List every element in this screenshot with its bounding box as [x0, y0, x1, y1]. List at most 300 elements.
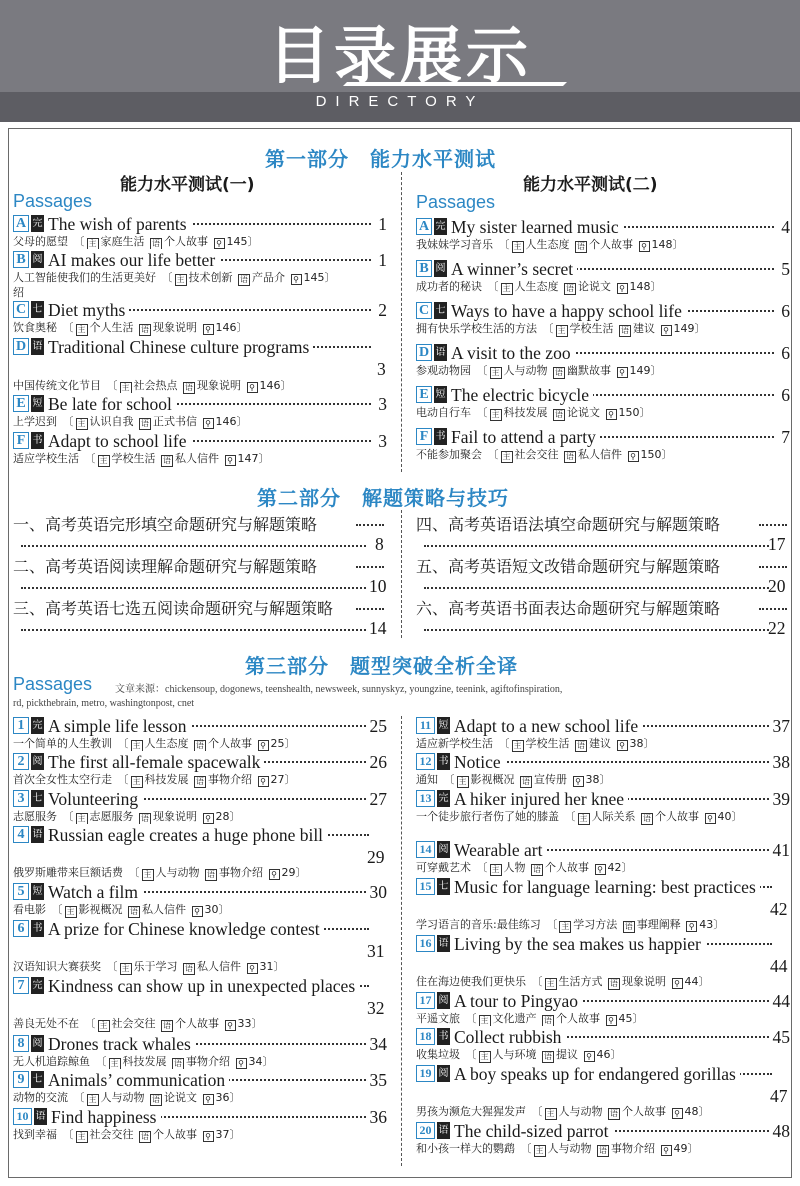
entry-title-line [416, 384, 790, 406]
list-item[interactable] [13, 249, 387, 299]
entry-theme: 人生态度 [144, 737, 189, 750]
entry-chinese-title: 我妹妹学习音乐 [416, 238, 493, 251]
entry-type-tag: 语 [437, 935, 450, 952]
entry-page-number: 1 [374, 249, 387, 271]
list-item[interactable] [416, 839, 790, 874]
entry-meta: 善良无处不在 〔 主 社会交往 语 个人故事 ⚲ 33〕 [13, 1017, 263, 1030]
entry-chinese-title: 动物的交流 [13, 1091, 68, 1104]
entry-title-line [13, 918, 387, 940]
entry-type-tag: 七 [31, 790, 44, 807]
entry-ref-page: 46 [596, 1048, 611, 1061]
entry-ref-page: 150 [618, 406, 640, 419]
entry-title-line [416, 258, 790, 280]
entry-type-tag: 阅 [437, 1065, 450, 1082]
entry-chinese-title: 成功者的秘诀 [416, 280, 482, 293]
genre-icon: 语 [577, 242, 585, 251]
entry-theme: 认识自我 [89, 415, 134, 428]
entry-theme: 人与动物 [558, 1105, 603, 1118]
strategy-title: 一、高考英语完形填空命题研究与解题策略 [13, 515, 318, 534]
entry-title: Volunteering [48, 788, 142, 810]
entry-page-number: 44 [769, 990, 791, 1012]
entry-page-number: 34 [366, 1033, 388, 1055]
list-item[interactable] [416, 258, 790, 293]
list-item[interactable] [13, 393, 387, 428]
entry-theme: 人与动物 [155, 866, 200, 879]
entry-title-line [416, 715, 790, 737]
list-item[interactable] [416, 788, 790, 823]
theme-icon: 主 [77, 814, 86, 823]
list-item[interactable] [416, 1026, 790, 1061]
dot-leader [424, 629, 769, 632]
entry-genre: 建议 [633, 322, 655, 335]
genre-icon: 语 [152, 239, 160, 248]
entry-title-line [416, 426, 790, 448]
entry-number-badge: 10 [13, 1108, 32, 1125]
page-subtitle: DIRECTORY [315, 93, 485, 110]
strategy-page-number: 22 [768, 618, 786, 638]
entry-number-badge: 18 [416, 1028, 435, 1045]
entry-type-tag: 短 [434, 386, 447, 403]
search-icon: ⚲ [192, 906, 203, 917]
entry-title-line [416, 1063, 790, 1085]
entry-number-badge: 1 [13, 717, 29, 734]
entry-theme: 生活方式 [558, 975, 603, 988]
entry-genre: 个人故事 [545, 861, 589, 874]
entry-theme: 社会交往 [111, 1017, 156, 1030]
entry-chinese-title: 和小孩一样大的鹦鹉 [416, 1142, 515, 1155]
genre-icon: 语 [196, 741, 204, 750]
entry-page-number: 29 [363, 846, 385, 868]
entry-theme: 科技发展 [503, 406, 548, 419]
dot-leader [759, 608, 787, 611]
entry-chinese-title: 俄罗斯雕带来巨额话费 [13, 866, 123, 879]
entry-title-line [13, 975, 387, 997]
genre-icon: 语 [185, 383, 193, 392]
page-header [0, 0, 800, 122]
theme-icon: 主 [513, 242, 522, 251]
entry-meta: 可穿戴艺术 〔 主 人物 语 个人故事 ⚲ 42〕 [416, 861, 633, 874]
list-item[interactable] [416, 426, 790, 461]
entry-title: Drones track whales [48, 1033, 195, 1055]
list-item[interactable] [13, 1106, 387, 1141]
entry-page-number: 36 [366, 1106, 388, 1128]
entry-theme: 科技发展 [144, 773, 189, 786]
entry-title-line [13, 715, 387, 737]
list-item[interactable] [416, 384, 790, 419]
entry-genre: 现象说明 [197, 379, 241, 392]
entry-ref-page: 28 [215, 810, 230, 823]
entry-number-badge: 11 [416, 717, 435, 734]
entry-theme: 人生态度 [514, 280, 559, 293]
entry-chinese-title: 看电影 [13, 903, 46, 916]
list-item[interactable] [416, 715, 790, 750]
entry-theme: 科技发展 [122, 1055, 167, 1068]
entry-title-line [13, 1033, 387, 1055]
entry-ref-page: 29 [281, 866, 296, 879]
entry-title-line [416, 839, 790, 861]
entry-type-tag: 短 [437, 717, 450, 734]
entry-ref-page: 40 [717, 810, 732, 823]
sources-line-2: rd, pickthebrain, metro, washingtonpost, cnet [13, 698, 195, 709]
genre-icon: 语 [207, 870, 215, 879]
search-icon: ⚲ [203, 813, 214, 824]
entry-title-line [416, 751, 790, 773]
sources-line-1: 文章来源：chickensoup, dogonews, teenshealth, newsweek, sunnyskyz, youngzine, teenink, agiftofinspiration, [115, 684, 563, 695]
genre-icon: 语 [174, 1059, 182, 1068]
entry-page-number: 32 [363, 997, 385, 1019]
entry-type-tag: 七 [31, 301, 44, 318]
list-item[interactable] [13, 824, 387, 879]
entry-number-badge: 14 [416, 841, 435, 858]
theme-icon: 主 [546, 979, 555, 988]
entry-page-number: 3 [374, 430, 387, 452]
entry-ref-page: 34 [248, 1055, 263, 1068]
entry-page-number: 48 [769, 1120, 791, 1142]
list-item[interactable] [416, 1063, 790, 1118]
entry-ref-page: 150 [640, 448, 662, 461]
entry-page-number: 35 [366, 1069, 388, 1091]
entry-theme: 人际关系 [591, 810, 636, 823]
entry-theme: 社会交往 [514, 448, 559, 461]
genre-icon: 语 [163, 456, 171, 465]
theme-icon: 主 [121, 383, 130, 392]
entry-title-line [416, 990, 790, 1012]
entry-page-number: 39 [769, 788, 791, 810]
entry-ref-page: 25 [270, 737, 285, 750]
list-item[interactable] [13, 751, 387, 786]
entry-page-number: 27 [366, 788, 388, 810]
strategy-title: 二、高考英语阅读理解命题研究与解题策略 [13, 557, 318, 576]
theme-icon: 主 [132, 777, 141, 786]
search-icon: ⚲ [628, 451, 639, 462]
genre-icon: 语 [621, 326, 629, 335]
entry-meta: 参观动物园 〔 主 人与动物 语 幽默故事 ⚲ 149〕 [416, 364, 662, 377]
theme-icon: 主 [502, 452, 511, 461]
theme-icon: 主 [99, 1021, 108, 1030]
genre-icon: 语 [610, 1109, 618, 1118]
theme-icon: 主 [77, 325, 86, 334]
search-icon: ⚲ [247, 382, 258, 393]
entry-genre: 个人故事 [208, 737, 252, 750]
entry-chinese-title: 人工智能使我们的生活更美好 [13, 271, 156, 284]
entry-letter-badge: B [416, 260, 432, 277]
entry-ref-page: 48 [684, 1105, 699, 1118]
list-item[interactable] [13, 1033, 387, 1068]
genre-icon: 语 [624, 922, 633, 931]
entry-type-tag: 阅 [437, 992, 450, 1009]
entry-meta: 我妹妹学习音乐 〔 主 人生态度 语 个人故事 ⚲ 148〕 [416, 238, 684, 251]
theme-icon: 主 [176, 275, 185, 284]
entry-meta: 一个徒步旅行者伤了她的膝盖 〔 主 人际关系 语 个人故事 ⚲ 40〕 [416, 810, 743, 823]
dot-leader [424, 545, 769, 548]
entry-genre: 私人信件 [142, 903, 186, 916]
dot-leader [759, 566, 787, 569]
theme-icon: 主 [557, 326, 566, 335]
entry-meta: 通知 〔 主 影视概况 语 宣传册 ⚲ 38〕 [416, 773, 611, 786]
entry-page-number: 1 [374, 213, 387, 235]
entry-type-tag: 书 [437, 1028, 450, 1045]
search-icon: ⚲ [686, 921, 697, 932]
entry-ref-page: 36 [215, 1091, 230, 1104]
entry-genre: 现象说明 [622, 975, 666, 988]
entry-title: Ways to have a happy school life [451, 300, 686, 322]
entry-genre: 正式书信 [153, 415, 197, 428]
entry-genre: 论说文 [578, 280, 611, 293]
list-item[interactable] [416, 876, 790, 931]
entry-number-badge: 12 [416, 753, 435, 770]
entry-ref-page: 149 [673, 322, 695, 335]
entry-chinese-title: 父母的愿望 [13, 235, 68, 248]
entry-number-badge: 15 [416, 878, 435, 895]
genre-icon: 语 [141, 419, 149, 428]
column-divider [401, 172, 402, 472]
list-item[interactable] [416, 300, 790, 335]
list-item[interactable] [13, 430, 387, 465]
theme-icon: 主 [132, 741, 141, 750]
entry-meta: 住在海边使我们更快乐 〔 主 生活方式 语 现象说明 ⚲ 44〕 [416, 975, 710, 988]
list-item[interactable] [13, 299, 387, 334]
entry-page-number: 5 [777, 258, 790, 280]
entry-ref-page: 42 [607, 861, 622, 874]
entry-chinese-title: 适应学校生活 [13, 452, 79, 465]
entry-number-badge: 17 [416, 992, 435, 1009]
theme-icon: 主 [110, 1059, 119, 1068]
entry-title: A tour to Pingyao [454, 990, 582, 1012]
entry-theme: 人与环境 [492, 1048, 537, 1061]
list-item[interactable] [13, 881, 387, 916]
entry-type-tag: 语 [31, 338, 44, 355]
entry-ref-page: 44 [684, 975, 699, 988]
list-item[interactable] [13, 336, 387, 392]
part1-title: 第一部分 能力水平测试 [265, 147, 496, 171]
entry-meta: 汉语知识大赛获奖 〔 主 乐于学习 语 私人信件 ⚲ 31〕 [13, 960, 285, 973]
entry-page-number: 30 [366, 881, 388, 903]
entry-page-number: 2 [374, 299, 387, 321]
search-icon: ⚲ [203, 418, 214, 429]
entry-meta: 找到幸福 〔 主 社会交往 语 个人故事 ⚲ 37〕 [13, 1128, 241, 1141]
search-icon: ⚲ [203, 1094, 214, 1105]
search-icon: ⚲ [617, 283, 628, 294]
entry-chinese-title: 住在海边使我们更快乐 [416, 975, 526, 988]
entry-page-number: 6 [777, 384, 790, 406]
entry-genre-continued: 绍 [13, 286, 24, 299]
entry-genre: 宣传册 [534, 773, 567, 786]
list-item[interactable] [13, 213, 387, 248]
column-divider [401, 716, 402, 1166]
entry-chinese-title: 适应新学校生活 [416, 737, 493, 750]
genre-icon: 语 [163, 1021, 171, 1030]
entry-type-tag: 完 [31, 215, 44, 232]
entry-title: A simple life lesson [48, 715, 191, 737]
entry-page-number: 6 [777, 300, 790, 322]
list-item[interactable] [416, 933, 790, 988]
entry-page-number: 3 [374, 393, 387, 415]
entry-number-badge: 7 [13, 977, 29, 994]
entry-theme: 影视概况 [470, 773, 515, 786]
entry-letter-badge: C [13, 301, 29, 318]
entry-ref-page: 145 [303, 271, 325, 284]
entry-page-number: 47 [766, 1085, 788, 1107]
entry-type-tag: 短 [31, 395, 44, 412]
strategy-title: 五、高考英语短文改错命题研究与解题策略 [416, 557, 721, 576]
list-item[interactable] [416, 342, 790, 377]
entry-meta: 适应新学校生活 〔 主 学校生活 语 建议 ⚲ 38〕 [416, 737, 655, 750]
list-item[interactable] [13, 918, 387, 973]
list-item[interactable] [13, 715, 387, 750]
entry-type-tag: 书 [31, 432, 44, 449]
dot-leader [356, 566, 384, 569]
list-item[interactable] [13, 788, 387, 823]
entry-meta: 学习语言的音乐:最佳练习 〔 主 学习方法 语 事理阐释 ⚲ 43〕 [416, 918, 725, 931]
genre-icon: 语 [643, 814, 651, 823]
entry-theme: 家庭生活 [100, 235, 145, 248]
strategy-page-number: 20 [768, 576, 786, 596]
entry-title: Russian eagle creates a huge phone bill [48, 824, 327, 846]
genre-icon: 语 [555, 410, 563, 419]
entry-type-tag: 七 [434, 302, 447, 319]
list-item[interactable] [416, 990, 790, 1025]
search-icon: ⚲ [258, 776, 269, 787]
search-icon: ⚲ [258, 740, 269, 751]
entry-chinese-title: 中国传统文化节目 [13, 379, 101, 392]
entry-theme: 学校生活 [111, 452, 156, 465]
theme-icon: 主 [579, 814, 588, 823]
entry-page-number: 42 [766, 898, 788, 920]
entry-title: A visit to the zoo [451, 342, 575, 364]
search-icon: ⚲ [269, 869, 280, 880]
entry-number-badge: 9 [13, 1071, 29, 1088]
genre-icon: 语 [130, 907, 138, 916]
entry-letter-badge: A [416, 218, 432, 235]
entry-chinese-title: 上学迟到 [13, 415, 57, 428]
theme-icon: 主 [121, 964, 130, 973]
entry-letter-badge: D [416, 344, 432, 361]
entry-title-line [13, 824, 387, 846]
part1-right-subtitle: 能力水平测试(二) [523, 175, 658, 195]
search-icon: ⚲ [291, 274, 302, 285]
entry-title-line [13, 430, 387, 452]
entry-chinese-title: 收集垃圾 [416, 1048, 460, 1061]
entry-page-number: 38 [769, 751, 791, 773]
search-icon: ⚲ [203, 324, 214, 335]
entry-letter-badge: E [13, 395, 29, 412]
theme-icon: 主 [88, 239, 97, 248]
entry-title-line [13, 881, 387, 903]
dot-leader [424, 587, 769, 590]
entry-chinese-title: 志愿服务 [13, 810, 57, 823]
entry-number-badge: 4 [13, 826, 29, 843]
part2-title: 第二部分 解题策略与技巧 [257, 486, 509, 510]
genre-icon: 语 [141, 814, 149, 823]
entry-title: Notice [454, 751, 505, 773]
entry-title: Kindness can show up in unexpected places [48, 975, 359, 997]
entry-meta: 志愿服务 〔 主 志愿服务 语 现象说明 ⚲ 28〕 [13, 810, 241, 823]
entry-chinese-title: 男孩为濒危大猩猩发声 [416, 1105, 526, 1118]
genre-icon: 语 [577, 741, 585, 750]
entry-title: My sister learned music [451, 216, 623, 238]
part1-left-passages-label: Passages [13, 191, 93, 211]
entry-page-number: 41 [769, 839, 791, 861]
search-icon: ⚲ [705, 813, 716, 824]
strategy-page-number: 17 [768, 534, 786, 554]
theme-icon: 主 [77, 419, 86, 428]
entry-type-tag: 完 [31, 717, 44, 734]
theme-icon: 主 [480, 1016, 489, 1025]
entry-title-line [13, 393, 387, 415]
theme-icon: 主 [458, 777, 467, 786]
entry-theme: 学习方法 [573, 918, 618, 931]
page-title: 目录展示 [267, 19, 532, 92]
dot-leader [759, 524, 787, 527]
entry-theme: 人生态度 [525, 238, 570, 251]
entry-type-tag: 阅 [31, 251, 44, 268]
list-item[interactable] [416, 751, 790, 786]
entry-genre: 现象说明 [153, 810, 197, 823]
entry-chinese-title: 汉语知识大赛获奖 [13, 960, 101, 973]
entry-meta: 首次全女性太空行走 〔 主 科技发展 语 事物介绍 ⚲ 27〕 [13, 773, 296, 786]
entry-meta: 上学迟到 〔 主 认识自我 语 正式书信 ⚲ 146〕 [13, 415, 248, 428]
dot-leader [356, 524, 384, 527]
entry-page-number: 31 [363, 940, 385, 962]
entry-genre: 个人故事 [655, 810, 699, 823]
entry-theme: 学校生活 [525, 737, 570, 750]
genre-icon: 语 [196, 777, 204, 786]
entry-number-badge: 13 [416, 790, 435, 807]
entry-meta: 男孩为濒危大猩猩发声 〔 主 人与动物 语 个人故事 ⚲ 48〕 [416, 1105, 710, 1118]
entry-number-badge: 19 [416, 1065, 435, 1082]
entry-genre: 事物介绍 [611, 1142, 655, 1155]
entry-genre: 论说文 [164, 1091, 197, 1104]
entry-chinese-title: 参观动物园 [416, 364, 471, 377]
entry-ref-page: 31 [259, 960, 274, 973]
search-icon: ⚲ [203, 1131, 214, 1142]
list-item[interactable] [13, 975, 387, 1030]
genre-icon: 语 [141, 325, 149, 334]
entry-chinese-title: 拥有快乐学校生活的方法 [416, 322, 537, 335]
entry-title-line [13, 249, 387, 271]
entry-title: Watch a film [48, 881, 142, 903]
entry-title: The child-sized parrot [454, 1120, 613, 1142]
entry-title-line [13, 1069, 387, 1091]
entry-meta: 父母的愿望 〔 主 家庭生活 语 个人故事 ⚲ 145〕 [13, 235, 259, 248]
strategy-page-number: 10 [369, 576, 387, 596]
entry-chinese-title: 不能参加聚会 [416, 448, 482, 461]
list-item[interactable] [13, 1069, 387, 1104]
theme-icon: 主 [99, 456, 108, 465]
entry-title: Adapt to a new school life [454, 715, 642, 737]
entry-title: A prize for Chinese knowledge contest [48, 918, 324, 940]
entry-title: Animals’ communication [48, 1069, 229, 1091]
entry-title: Music for language learning: best practices [454, 876, 760, 898]
strategy-page-number: 8 [375, 534, 384, 554]
entry-title: Fail to attend a party [451, 426, 600, 448]
entry-theme: 人与动物 [547, 1142, 592, 1155]
search-icon: ⚲ [661, 325, 672, 336]
entry-genre: 个人故事 [622, 1105, 666, 1118]
genre-icon: 语 [141, 1132, 149, 1141]
entry-type-tag: 阅 [31, 1035, 44, 1052]
theme-icon: 主 [561, 922, 570, 931]
entry-title: Adapt to school life [48, 430, 191, 452]
entry-meta: 无人机追踪鲸鱼 〔 主 科技发展 语 事物介绍 ⚲ 34〕 [13, 1055, 274, 1068]
entry-theme: 技术创新 [188, 271, 233, 284]
list-item[interactable] [416, 216, 790, 251]
entry-meta: 成功者的秘诀 〔 主 人生态度 语 论说文 ⚲ 148〕 [416, 280, 662, 293]
entry-letter-badge: B [13, 251, 29, 268]
entry-genre: 论说文 [567, 406, 600, 419]
search-icon: ⚲ [606, 409, 617, 420]
list-item[interactable] [416, 1120, 790, 1155]
